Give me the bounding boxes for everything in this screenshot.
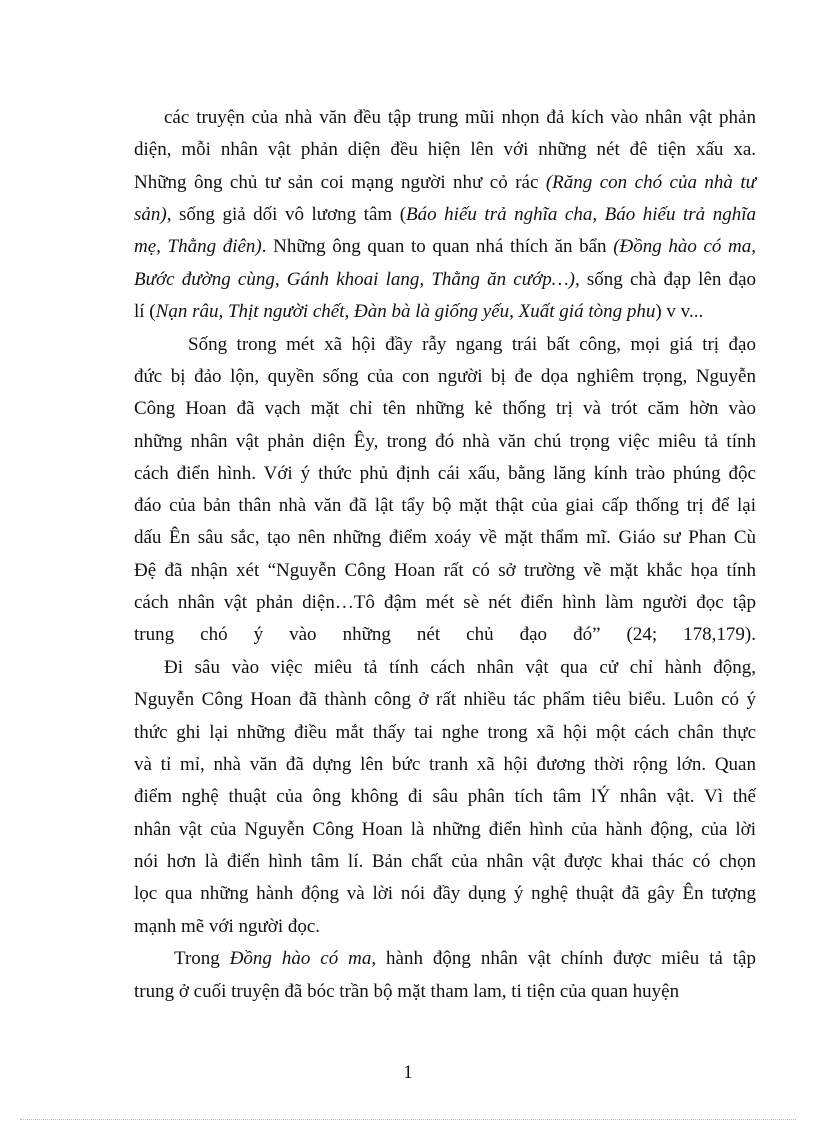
text-run: sống chà đạp lên đạo bbox=[579, 268, 756, 290]
text-line bbox=[134, 560, 756, 582]
text-run: cách nhân vật phản diện…Tô đậm mét sè nét điển hình làm người đọc tập bbox=[134, 592, 756, 613]
text-run: trung chó ý vào những nét chủ đạo đó” (24; 178,179). bbox=[134, 624, 756, 646]
text-run: cách điển hình. Với ý thức phủ định cái xấu, bằng lăng kính trào phúng độc bbox=[134, 462, 756, 484]
italic-title: Bước đường cùng, Gánh khoai lang, Thằng ăn cướp…), bbox=[134, 268, 580, 290]
text-line bbox=[134, 301, 756, 323]
text-run: ) v v... bbox=[655, 300, 704, 322]
italic-title: (Đồng hào có ma, bbox=[613, 236, 757, 258]
text-run: Công Hoan đã vạch mặt chỉ tên những kẻ thống trị và trót căm hờn vào bbox=[134, 398, 756, 420]
text-line bbox=[134, 883, 756, 905]
text-run: lọc qua những hành động và lời nói đầy dụng ý nghệ thuật đã gây Ên tượng bbox=[134, 883, 756, 905]
page-number: 1 bbox=[403, 1062, 413, 1083]
text-line bbox=[134, 722, 756, 744]
text-run: nói hơn là điển hình tâm lí. Bản chất của nhân vật được khai thác có chọn bbox=[134, 850, 756, 872]
text-run: mạnh mẽ với người đọc. bbox=[134, 915, 321, 937]
text-line bbox=[134, 172, 756, 194]
text-run: những nhân vật phản diện Êy, trong đó nhà văn chú trọng việc miêu tả tính bbox=[134, 430, 756, 452]
text-line bbox=[134, 819, 756, 841]
italic-title: mẹ, Thằng điên) bbox=[134, 236, 262, 258]
text-line bbox=[134, 851, 756, 873]
text-run: đức bị đảo lộn, quyền sống của con người bị đe dọa nghiêm trọng, Nguyễn bbox=[134, 365, 756, 387]
text-run: lí ( bbox=[134, 300, 156, 322]
text-run: Sống trong mét xã hội đầy rẫy ngang trái bất công, mọi giá trị đạo bbox=[188, 333, 756, 355]
text-run: nhân vật của Nguyễn Công Hoan là những điển hình của hành động, của lời bbox=[134, 818, 756, 840]
text-line bbox=[134, 398, 756, 420]
text-line bbox=[134, 495, 756, 517]
text-run: Những ông chủ tư sản coi mạng người như cỏ rác bbox=[134, 171, 546, 193]
text-line bbox=[134, 269, 756, 291]
text-line bbox=[134, 463, 756, 485]
text-line bbox=[164, 657, 756, 679]
text-run: . Những ông quan to quan nhá thích ăn bẩn bbox=[261, 236, 614, 258]
text-run: trung ở cuối truyện đã bóc trần bộ mặt tham lam, ti tiện của quan huyện bbox=[134, 980, 680, 1002]
text-run: Đi sâu vào việc miêu tả tính cách nhân vật qua cử chỉ hành động, bbox=[164, 657, 756, 679]
italic-title: Đồng hào có ma, bbox=[229, 948, 377, 970]
italic-title: Báo hiếu trả nghĩa cha, Báo hiếu trả nghĩa bbox=[406, 203, 756, 225]
italic-title: Nạn râu, Thịt người chết, Đàn bà là giống yếu, Xuất giá tòng phu bbox=[155, 300, 656, 322]
text-line bbox=[134, 624, 756, 646]
text-line bbox=[134, 431, 756, 453]
text-run: hành động nhân vật chính được miêu tả tập bbox=[376, 948, 756, 970]
italic-title: (Răng con chó của nhà tư bbox=[545, 171, 757, 193]
text-line bbox=[134, 592, 756, 614]
text-line bbox=[134, 981, 756, 1003]
text-line bbox=[134, 786, 756, 808]
text-run: thức ghi lại những điều mắt thấy tai nghe trong xã hội một cách chân thực bbox=[134, 721, 756, 743]
text-run: dấu Ên sâu sắc, tạo nên những điểm xoáy về mặt thẩm mĩ. Giáo sư Phan Cù bbox=[134, 527, 756, 549]
italic-title: sản), bbox=[134, 203, 172, 225]
text-line bbox=[164, 107, 756, 129]
text-run: đáo của bản thân nhà văn đã lật tẩy bộ mặt thật của giai cấp thống trị để lại bbox=[134, 495, 756, 517]
text-line bbox=[134, 139, 756, 161]
text-line bbox=[134, 754, 756, 776]
text-run: và tỉ mỉ, nhà văn đã dựng lên bức tranh xã hội đương thời rộng lớn. Quan bbox=[134, 754, 756, 775]
text-run: điểm nghệ thuật của ông không đi sâu phân tích tâm lÝ nhân vật. Vì thế bbox=[134, 786, 756, 808]
text-line bbox=[134, 916, 756, 938]
text-line bbox=[134, 236, 756, 258]
text-run: các truyện của nhà văn đều tập trung mũi nhọn đả kích vào nhân vật phản bbox=[164, 107, 756, 128]
text-line bbox=[174, 948, 756, 970]
text-line bbox=[188, 334, 756, 356]
text-line bbox=[134, 527, 756, 549]
text-line bbox=[134, 366, 756, 388]
text-run: Nguyễn Công Hoan đã thành công ở rất nhiều tác phẩm tiêu biểu. Luôn có ý bbox=[134, 689, 756, 711]
text-line bbox=[134, 689, 756, 711]
footer-divider bbox=[20, 1119, 796, 1120]
text-run: Đệ đã nhận xét “Nguyễn Công Hoan rất có sở trường về mặt khắc họa tính bbox=[134, 559, 756, 581]
text-run: Trong bbox=[174, 948, 230, 970]
text-run: sống giả dối vô lương tâm ( bbox=[171, 203, 407, 225]
text-line bbox=[134, 204, 756, 226]
text-run: diện, mỗi nhân vật phản diện đều hiện lên với những nét đê tiện xấu xa. bbox=[134, 139, 756, 161]
